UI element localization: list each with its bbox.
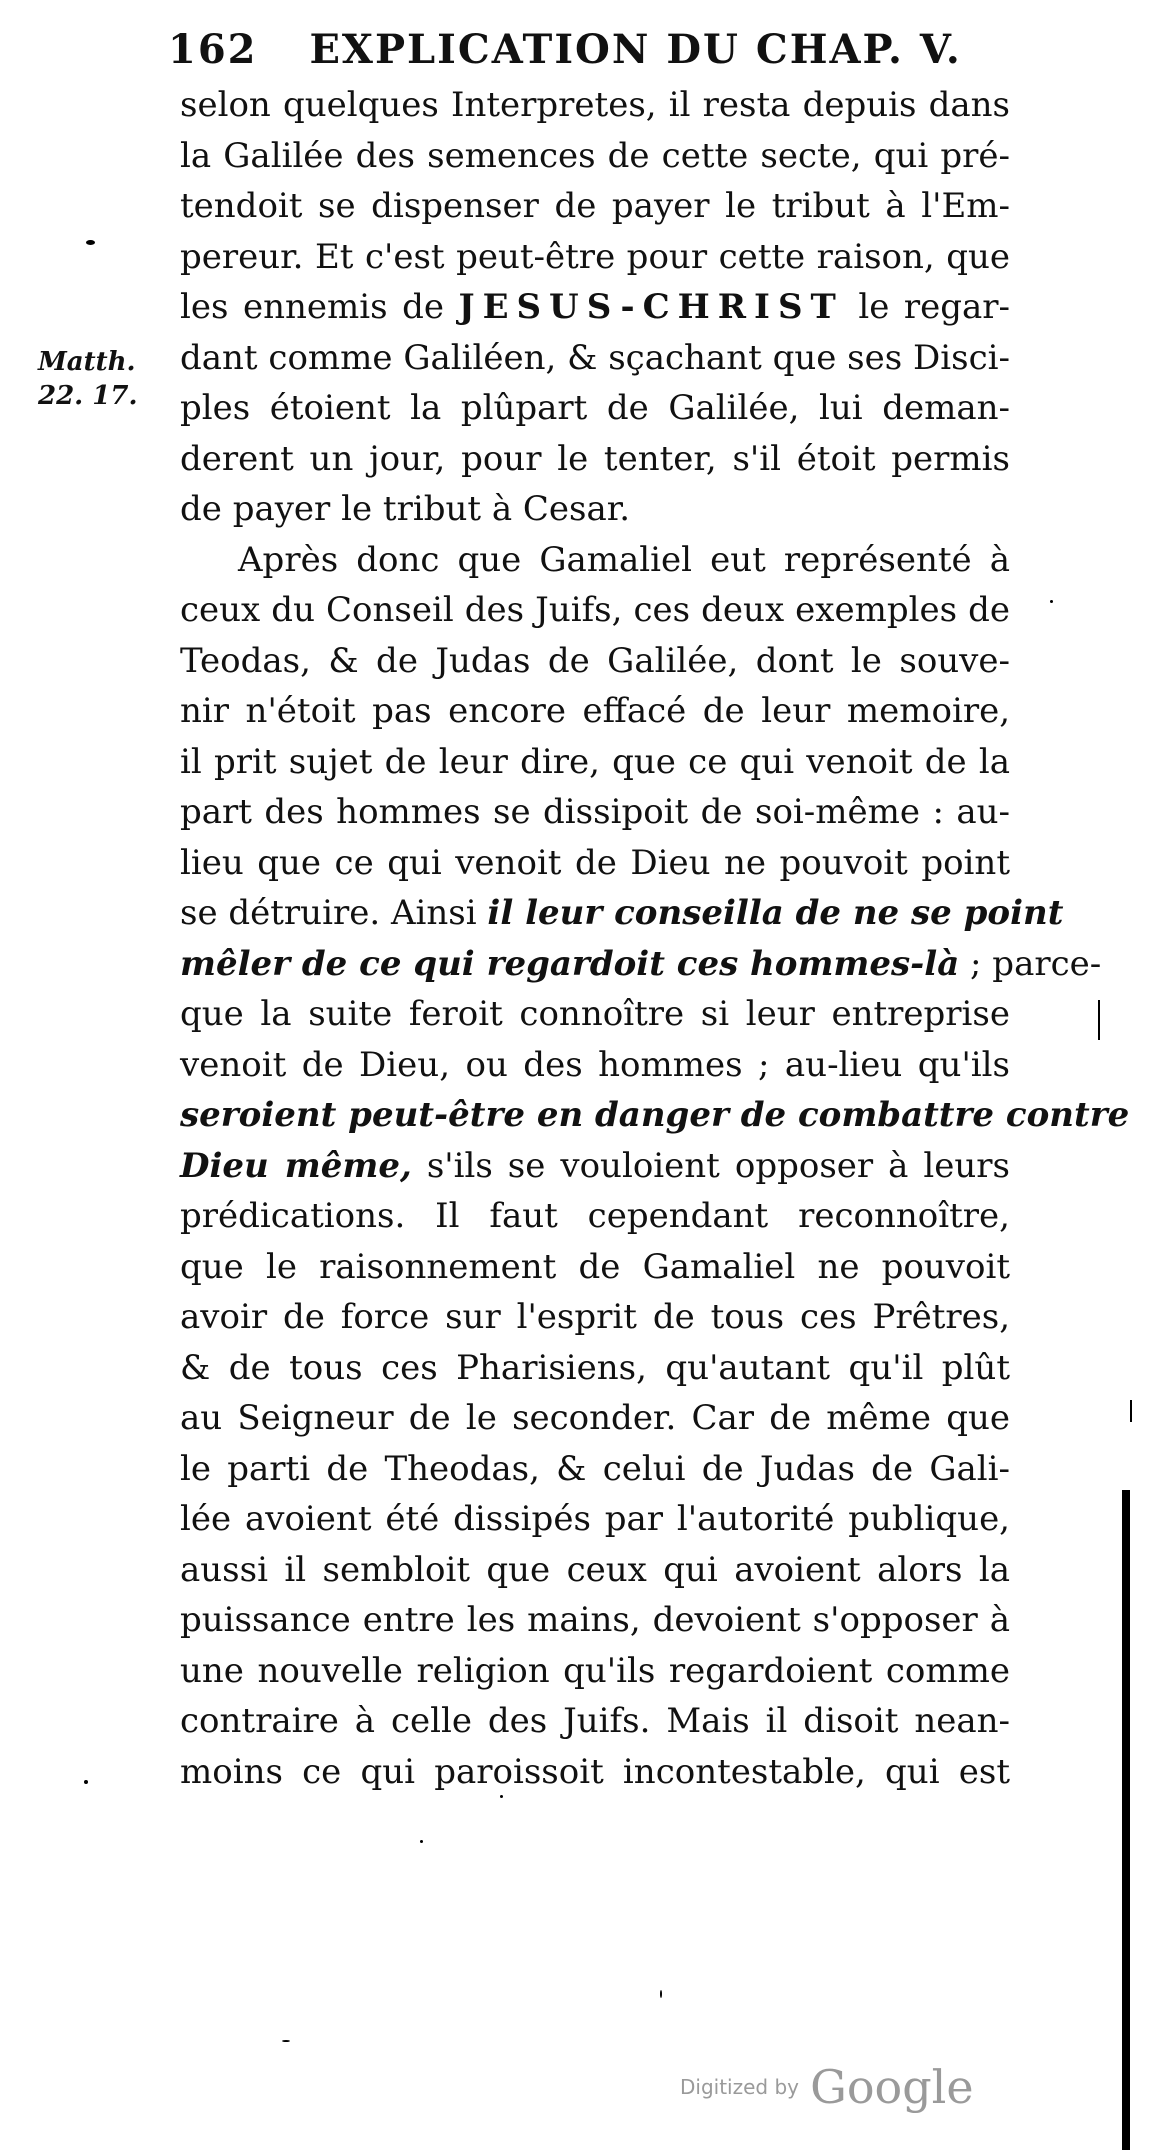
text-line: moins ce qui paroissoit incontestable, qui est — [180, 1751, 1010, 1792]
text-line: de payer le tribut à Cesar. — [180, 489, 631, 529]
text-line: Après donc que Gamaliel eut représenté à — [238, 539, 1010, 580]
scan-speck — [420, 1840, 423, 1843]
text-line: Teodas, & de Judas de Galilée, dont le souve- — [180, 640, 1010, 681]
text-line: dant comme Galiléen, & sçachant que ses Disci- — [180, 337, 1010, 378]
text-line: avoir de force sur l'esprit de tous ces Prêtres, — [180, 1297, 1010, 1337]
text-line: contraire à celle des Juifs. Mais il disoit nean- — [180, 1701, 1010, 1741]
scan-speck — [1050, 600, 1053, 603]
text-line: seroient peut-être en danger de combattre contre — [180, 1095, 1130, 1135]
text-line: une nouvelle religion qu'ils regardoient comme — [180, 1650, 1010, 1691]
text-line: aussi il sembloit que ceux qui avoient alors la — [180, 1549, 1010, 1590]
margin-reference-book: Matth. — [38, 347, 136, 377]
text-line: lée avoient été dissipés par l'autorité publique, — [180, 1499, 1010, 1539]
text-line: que le raisonnement de Gamaliel ne pouvoit — [180, 1246, 1010, 1287]
text-line: part des hommes se dissipoit de soi-même : au- — [180, 792, 1010, 832]
scan-speck — [282, 2040, 290, 2042]
text-line — [180, 888, 1064, 939]
text-line: tendoit se dispenser de payer le tribut à l'Em- — [180, 186, 1010, 226]
text-line: lieu que ce qui venoit de Dieu ne pouvoit point — [180, 842, 1010, 883]
text-segment: le regar- — [843, 287, 1011, 327]
body-text — [180, 80, 1130, 1797]
text-line: au Seigneur de le seconder. Car de même que — [180, 1398, 1010, 1438]
italic-segment: Dieu même, — [180, 1145, 412, 1186]
scan-speck — [660, 1990, 662, 1998]
scan-speck — [500, 1795, 503, 1798]
text-line — [180, 939, 1102, 990]
scan-speck — [84, 1780, 88, 1784]
text-line — [180, 282, 1010, 333]
text-line: puissance entre les mains, devoient s'opposer à — [180, 1600, 1010, 1640]
text-line: la Galilée des semences de cette secte, qui pré- — [180, 135, 1010, 176]
text-line: venoit de Dieu, ou des hommes ; au-lieu qu'ils — [180, 1044, 1010, 1085]
text-line: pereur. Et c'est peut-être pour cette raison, que — [180, 236, 1010, 277]
text-segment: les ennemis de — [180, 287, 444, 327]
page-edge-mark — [1098, 1000, 1100, 1040]
small-caps-name: JESUS-CHRIST — [458, 287, 844, 327]
running-header — [168, 22, 962, 78]
italic-segment: il leur conseilla de ne se point — [487, 893, 1064, 933]
page-number: 162 — [168, 26, 258, 73]
text-segment: s'ils se vouloient opposer à leurs — [411, 1145, 1010, 1186]
page-edge-shadow — [1122, 1490, 1130, 2150]
text-segment: se détruire. Ainsi — [180, 893, 477, 933]
text-line: nir n'étoit pas encore effacé de leur memoire, — [180, 691, 1010, 731]
text-line: selon quelques Interpretes, il resta depuis dans — [180, 85, 1010, 125]
scan-speck — [86, 240, 95, 245]
margin-reference-verse: 22. 17. — [38, 381, 138, 411]
digitization-credit — [680, 2060, 974, 2120]
text-line: il prit sujet de leur dire, que ce qui venoit de la — [180, 741, 1010, 782]
text-line: que la suite feroit connoître si leur entreprise — [180, 994, 1010, 1034]
text-line: prédications. Il faut cependant reconnoître, — [180, 1196, 1010, 1236]
text-line: ples étoient la plûpart de Galilée, lui deman- — [180, 388, 1010, 428]
text-line — [180, 1141, 1010, 1192]
text-line: & de tous ces Pharisiens, qu'autant qu'il plût — [180, 1347, 1010, 1388]
text-line: le parti de Theodas, & celui de Judas de Gali- — [180, 1448, 1010, 1489]
page-edge-mark — [1130, 1400, 1132, 1422]
text-line: derent un jour, pour le tenter, s'il étoit permis — [180, 438, 1010, 479]
italic-segment: mêler de ce qui regardoit ces hommes-là — [180, 943, 960, 984]
margin-reference — [38, 345, 158, 413]
google-logo: Google — [810, 2060, 974, 2114]
digitized-by-label: Digitized by — [680, 2075, 799, 2099]
running-title: EXPLICATION DU CHAP. V. — [309, 26, 962, 73]
text-segment: ; parce- — [959, 943, 1102, 984]
text-line: ceux du Conseil des Juifs, ces deux exemples de — [180, 590, 1010, 630]
